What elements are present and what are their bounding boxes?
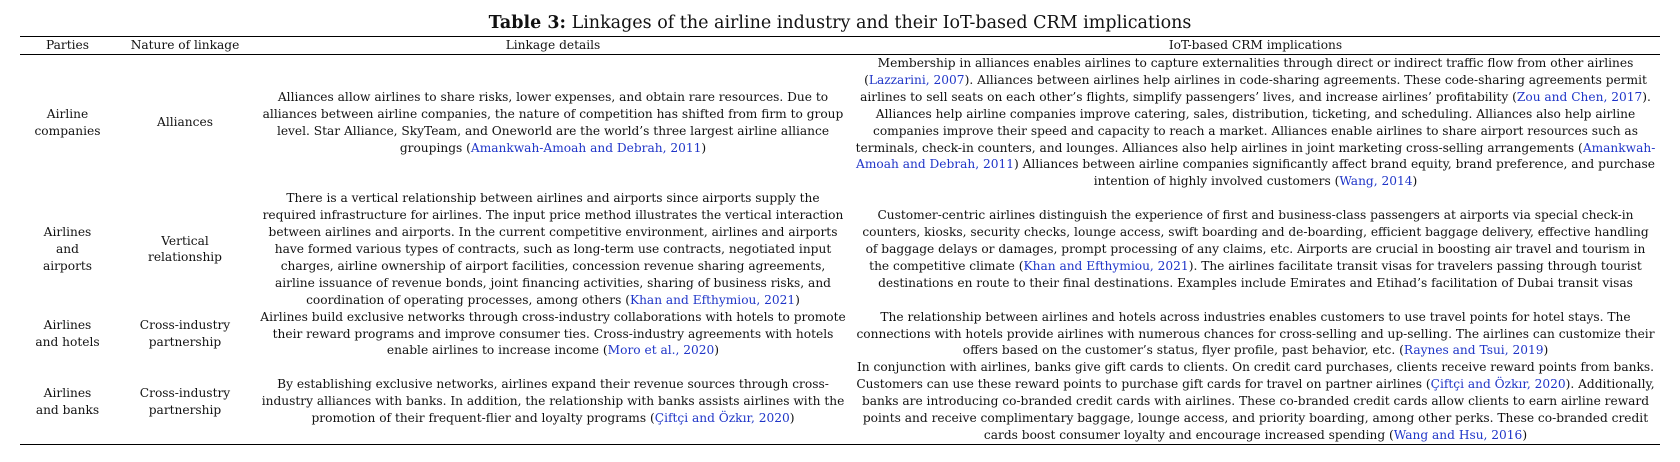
linkages-table (20, 36, 1660, 445)
cell-nature-of-linkage-line: Alliances (157, 115, 213, 130)
cell-parties-line: and hotels (35, 334, 100, 349)
citation-link[interactable]: Lazzarini, 2007 (868, 72, 965, 87)
citation-link[interactable]: Zou and Chen, 2017 (1516, 89, 1643, 104)
cell-parties-line: and banks (35, 402, 100, 417)
cell-parties-line: airports (42, 258, 93, 273)
header-iot-crm-implications: IoT-based CRM implications (1168, 38, 1343, 52)
cell-parties (20, 359, 115, 444)
header-parties: Parties (45, 38, 89, 52)
cell-linkage-details: By establishing exclusive networks, airlines expand their revenue sources through cross-industry alliances with banks. In addition, the relationship with banks assists airlines with the promotion of their frequent-flier and loyalty programs (Çiftçi and Özkır, 2020) (261, 377, 845, 426)
table-row (20, 190, 1660, 308)
cell-nature-of-linkage (115, 359, 255, 444)
table-caption (0, 12, 1680, 34)
citation-link[interactable]: Wang, 2014 (1339, 174, 1413, 189)
citation-link[interactable]: Amankwah-Amoah and Debrah, 2011 (470, 140, 702, 155)
table-caption-label: Table 3: (488, 13, 567, 33)
table-caption-title: Linkages of the airline industry and their IoT-based CRM implications (566, 13, 1192, 33)
cell-iot-crm-implications: The relationship between airlines and hotels across industries enables customers to use travel points for hotel stays. The connections with hotels provide airlines with numerous chances for cross-selling and up-selling. The airlines can customize their offers based on the customer’s status, flyer profile, past behavior, etc. (Raynes and Tsui, 2019) (856, 309, 1655, 358)
cell-nature-of-linkage-line: partnership (148, 334, 222, 349)
cell-parties-line: Airline (46, 106, 89, 121)
cell-linkage-details: There is a vertical relationship between airlines and airports since airports supply the required infrastructure for airlines. The input price method illustrates the vertical interaction between airlines and airports. In the current competitive environment, airlines and airports have formed various types of contracts, such as long-term use contracts, negotiated input charges, airline ownership of airport facilities, concession revenue sharing agreements, airline issuance of revenue bonds, joint financing activities, sharing of business risks, and coordination of operating processes, among others (Khan and Efthymiou, 2021) (262, 191, 844, 307)
cell-parties (20, 190, 115, 308)
cell-nature-of-linkage-line: Cross-industry (139, 318, 231, 333)
cell-nature-of-linkage (115, 55, 255, 191)
cell-nature-of-linkage-line: partnership (148, 402, 222, 417)
cell-parties-line: and (56, 241, 79, 256)
cell-iot-crm-implications: Membership in alliances enables airlines to capture externalities through direct or indirect traffic flow from other airlines (Lazzarini, 2007). Alliances between airlines help airlines in code-sharing agreements. These code-sharing agreements permit airlines to sell seats on each other’s flights, simplify passengers’ lives, and increase airlines’ profitability (Zou and Chen, 2017). Alliances help airline companies improve catering, sales, distribution, ticketing, and scheduling. Alliances also help airline companies improve their speed and capacity to reach a market. Alliances enable airlines to share airport resources such as terminals, check-in counters, and lounges. Alliances also help airlines in joint marketing cross-selling arrangements (Amankwah-Amoah and Debrah, 2011) Alliances between airline companies significantly affect brand equity, brand preference, and purchase intention of highly involved customers (Wang, 2014) (855, 56, 1656, 189)
cell-nature-of-linkage (115, 190, 255, 308)
header-nature-of-linkage: Nature of linkage (130, 38, 240, 52)
citation-link[interactable]: Çiftçi and Özkır, 2020 (654, 411, 790, 426)
cell-parties-line: Airlines (43, 385, 92, 400)
citation-link[interactable]: Çiftçi and Özkır, 2020 (1430, 377, 1566, 392)
table-row (20, 359, 1660, 444)
cell-linkage-details: Airlines build exclusive networks through cross-industry collaborations with hotels to promote their reward programs and improve consumer ties. Cross-industry agreements with hotels enable airlines to increase income (Moro et al., 2020) (260, 309, 846, 358)
table-header-row (20, 37, 1660, 55)
table-body (20, 55, 1660, 445)
table-row (20, 309, 1660, 360)
cell-iot-crm-implications: Customer-centric airlines distinguish the experience of first and business-class passengers at airports via special check-in counters, kiosks, security checks, lounge access, swift boarding and de-boarding, efficient baggage delivery, effective handling of baggage delays or damages, prompt processing of any claims, etc. Airports are crucial in boosting air travel and tourism in the competitive climate (Khan and Efthymiou, 2021). The airlines facilitate transit visas for travelers passing through tourist destinations en route to their final destinations. Examples include Emirates and Etihad’s facilitation of Dubai transit visas (862, 208, 1649, 290)
citation-link[interactable]: Amankwah-Amoah and Debrah, 2011 (856, 140, 1656, 172)
cell-parties (20, 309, 115, 360)
cell-nature-of-linkage (115, 309, 255, 360)
cell-linkage-details: Alliances allow airlines to share risks, lower expenses, and obtain rare resources. Due to alliances between airline companies, the nature of competition has shifted from firm to group level. Star Alliance, SkyTeam, and Oneworld are the world’s three largest airline alliance groupings (Amankwah-Amoah and Debrah, 2011) (262, 89, 844, 155)
cell-iot-crm-implications: In conjunction with airlines, banks give gift cards to clients. On credit card purchases, clients receive reward points from banks. Customers can use these reward points to purchase gift cards for travel on partner airlines (Çiftçi and Özkır, 2020). Additionally, banks are introducing co-branded credit cards with airlines. These co-branded credit cards allow clients to earn airline reward points and receive complimentary baggage, lounge access, and priority boarding, among other perks. These co-branded credit cards boost consumer loyalty and encourage increased spending (Wang and Hsu, 2016) (856, 360, 1655, 442)
cell-parties-line: Airlines (43, 225, 92, 240)
citation-link[interactable]: Khan and Efthymiou, 2021 (629, 292, 796, 307)
cell-parties-line: companies (34, 123, 101, 138)
cell-nature-of-linkage-line: Cross-industry (139, 385, 231, 400)
cell-parties-line: Airlines (43, 318, 92, 333)
citation-link[interactable]: Raynes and Tsui, 2019 (1403, 343, 1544, 358)
table-row (20, 55, 1660, 191)
citation-link[interactable]: Moro et al., 2020 (607, 343, 715, 358)
citation-link[interactable]: Wang and Hsu, 2016 (1393, 427, 1523, 442)
cell-nature-of-linkage-line: relationship (148, 250, 222, 265)
cell-nature-of-linkage-line: Vertical (161, 233, 209, 248)
header-linkage-details: Linkage details (505, 38, 601, 52)
cell-parties (20, 55, 115, 191)
citation-link[interactable]: Khan and Efthymiou, 2021 (1023, 258, 1189, 273)
